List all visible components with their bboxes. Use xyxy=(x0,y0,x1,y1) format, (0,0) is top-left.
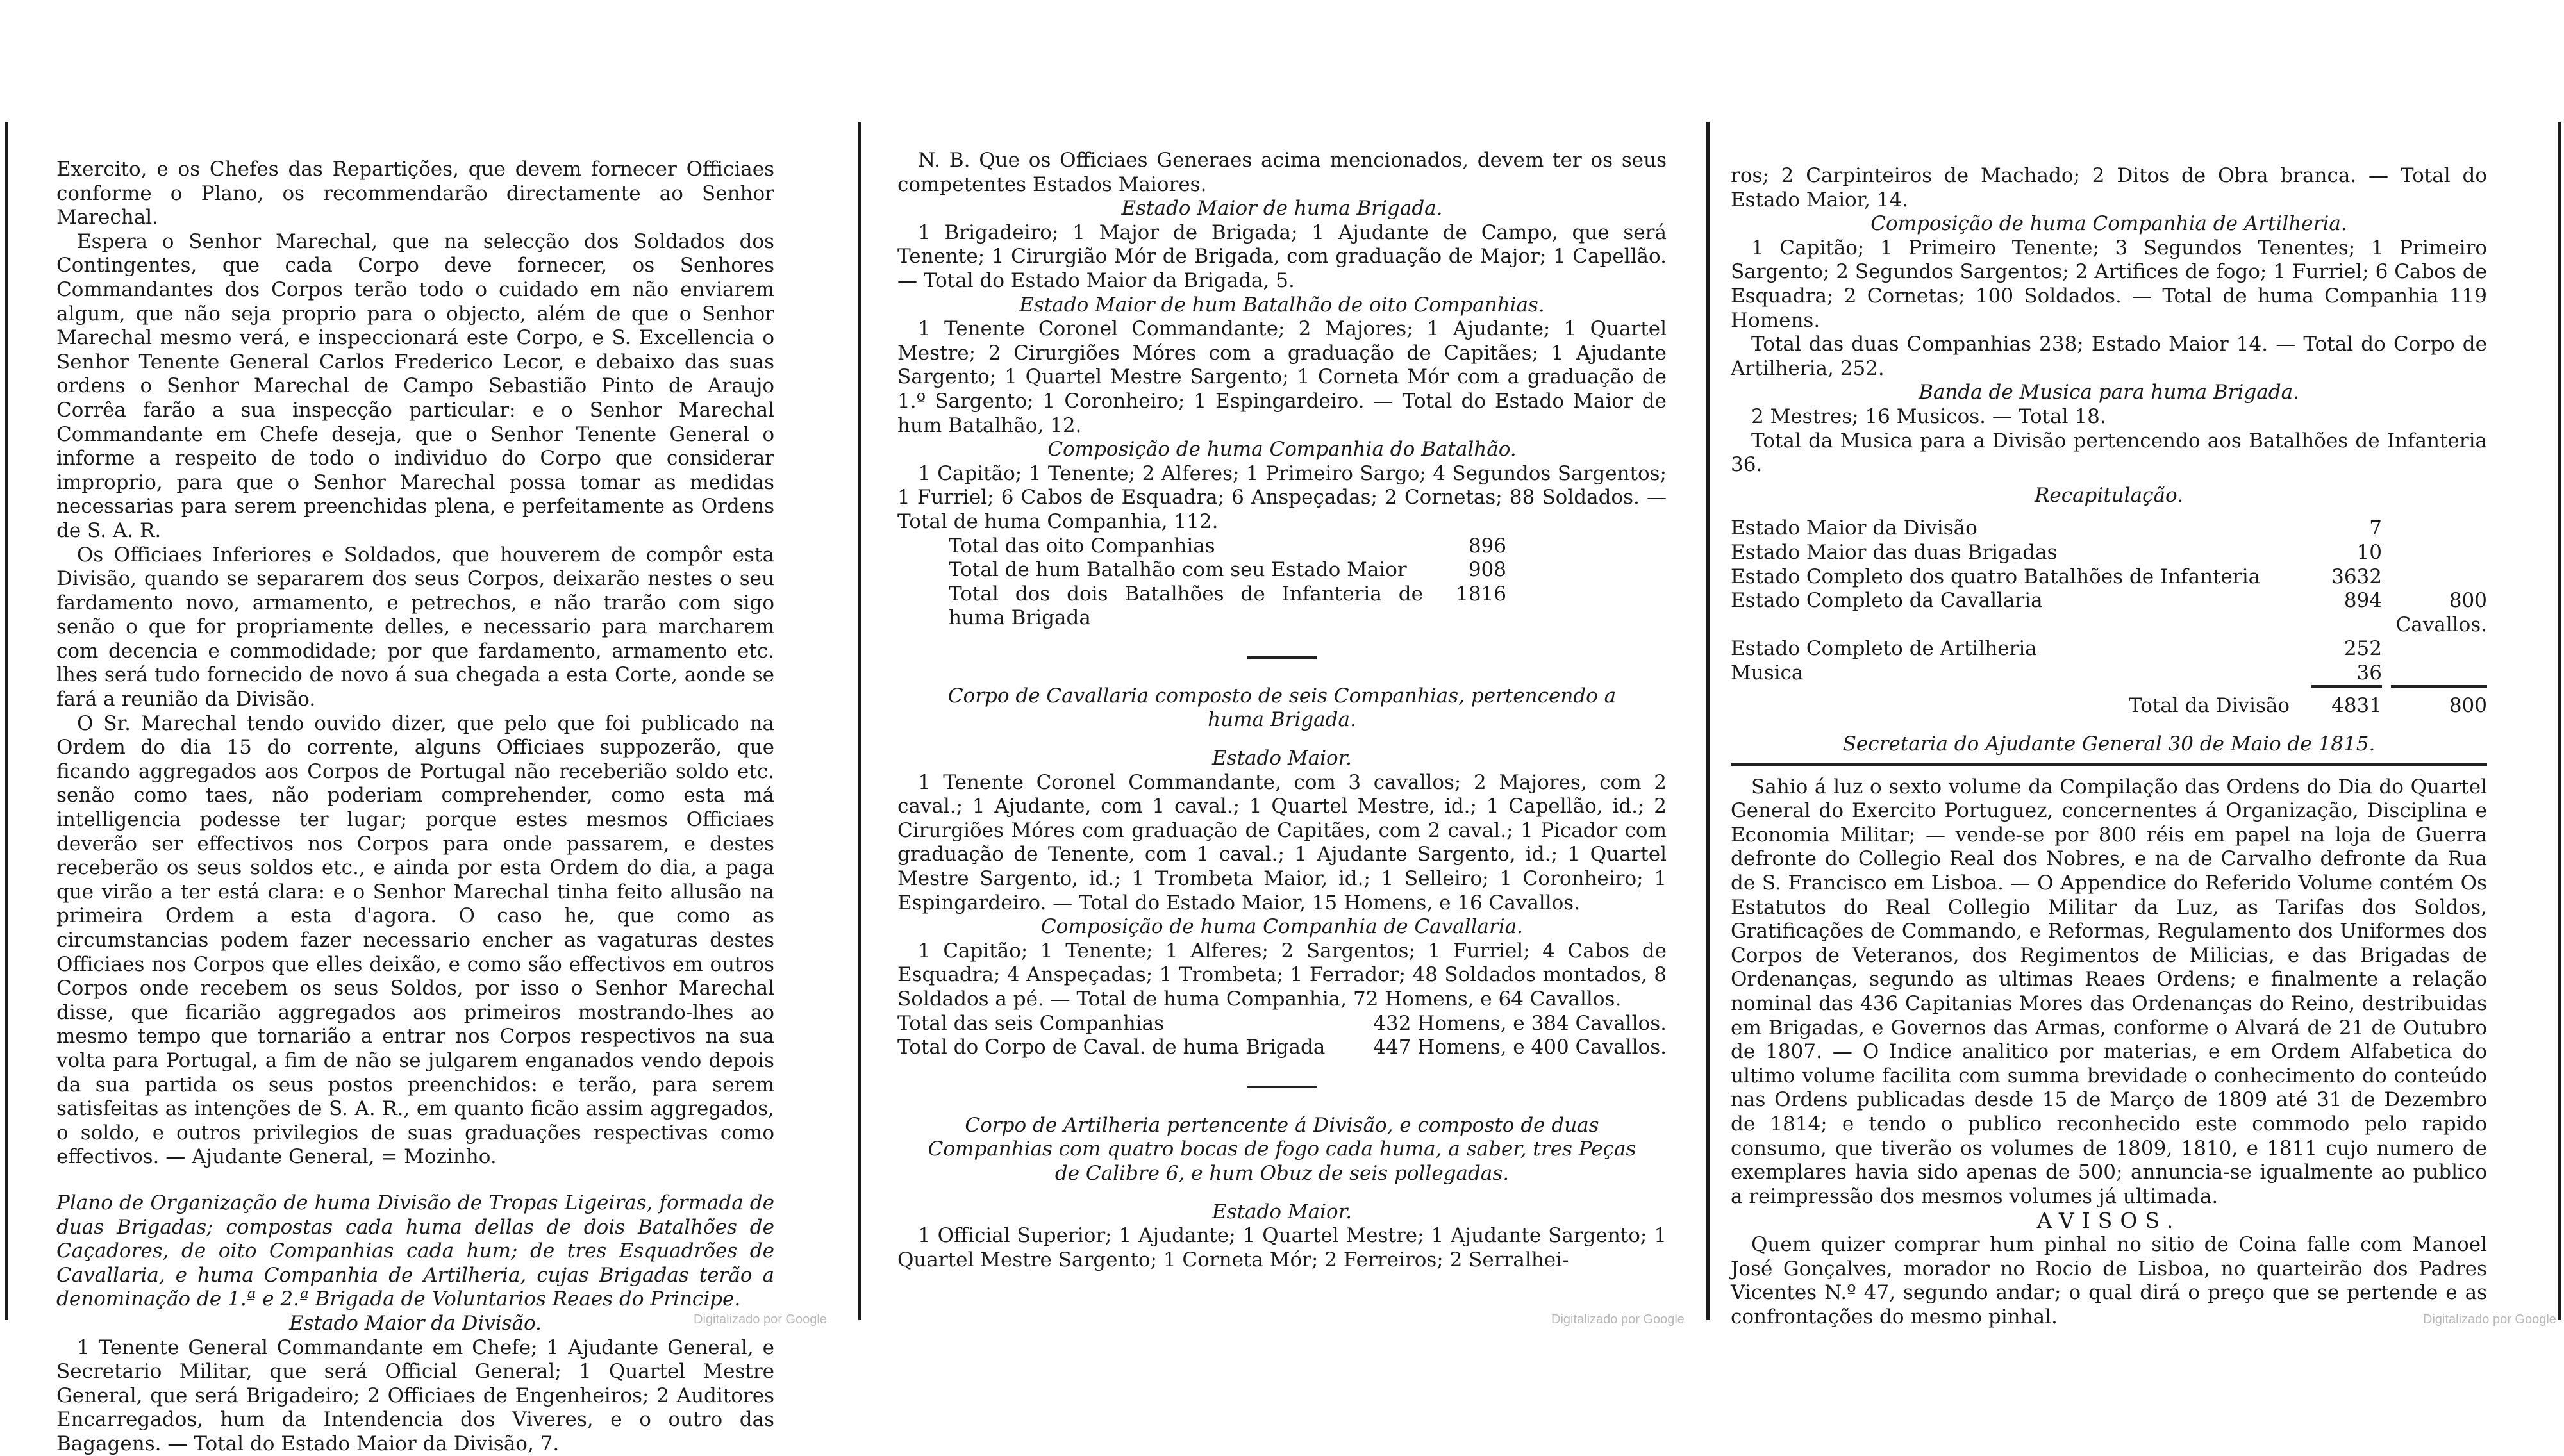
section-heading: Estado Maior de hum Batalhão de oito Companhias. xyxy=(897,294,1667,318)
watermark: Digitalizado por Google xyxy=(1551,1312,1685,1327)
separator-rule xyxy=(1731,763,2487,766)
paragraph: O Sr. Marechal tendo ouvido dizer, que pelo que foi publicado na Ordem do dia 15 do corrente, alguns Officiaes suppozerão, que ficando aggregados aos Corpos de Portugal não receberião soldo etc. senão como taes, não poderiam comprehender, como esta má intelligencia podesse ter lugar; porque estes mesmos Officiaes deverão ser effectivos nos Corpos para onde passarem, e destes receberão os seus soldos etc., e ainda por esta Ordem do dia, a paga que virão a ter está clara: e o Senhor Marechal tinha feito allusão na primeira Ordem a esta d'agora. O caso he, que como as circumstancias podem fazer necessario encher as vagaturas destes Officiaes nos Corpos que elles deixão, e como são effectivos em outros Corpos onde recebem os seus Soldos, por isso o Senhor Marechal disse, que ficarião aggregados aos primeiros mostrando-lhes ao mesmo tempo que tornarião a entrar nos Corpos respectivos na sua volta para Portugal, a fim de não se julgarem enganados vendo depois da sua partida os seus postos preenchidos: e terão, para serem satisfeitas as intenções de S. A. R., em quanto ficão assim aggregados, o soldo, e outros privilegios de suas graduações respectivas como effectivos. — Ajudante General, = Mozinho. xyxy=(56,712,774,1170)
paragraph: ros; 2 Carpinteiros de Machado; 2 Ditos de Obra branca. — Total do Estado Maior, 14. xyxy=(1731,164,2487,212)
total-row: Total das oito Companhias 896 xyxy=(897,534,1667,559)
section-heading: Composição de huma Companhia de Artilheria. xyxy=(1731,212,2487,236)
paragraph: 1 Tenente Coronel Commandante; 2 Majores; 1 Ajudante; 1 Quartel Mestre; 2 Cirurgiões Móres com a graduação de Capitães; 1 Ajudante Sargento; 1 Quartel Mestre Sargento; 1 Corneta Mór com a graduação de 1.º Sargento; 1 Coronheiro; 1 Espingardeiro. — Total do Estado Maior de hum Batalhão, 12. xyxy=(897,317,1667,438)
total-row: Total das seis Companhias 432 Homens, e 384 Cavallos. xyxy=(897,1012,1667,1036)
divider-1 xyxy=(858,122,861,1320)
paragraph: 1 Capitão; 1 Tenente; 1 Alferes; 2 Sargentos; 1 Furriel; 4 Cabos de Esquadra; 4 Anspeçadas; 1 Trombeta; 1 Ferrador; 48 Soldados montados, 8 Soldados a pé. — Total de huma Companhia, 72 Homens, e 64 Cavallos. xyxy=(897,939,1667,1012)
avisos-heading: AVISOS. xyxy=(1731,1209,2487,1233)
column-3 xyxy=(1731,164,2487,1329)
paragraph: 2 Mestres; 16 Musicos. — Total 18. xyxy=(1731,405,2487,429)
paragraph: Total da Musica para a Divisão pertencendo aos Batalhões de Infanteria 36. xyxy=(1731,429,2487,477)
column-1 xyxy=(56,158,774,1456)
paragraph: 1 Capitão; 1 Tenente; 2 Alferes; 1 Primeiro Sargo; 4 Segundos Sargentos; 1 Furriel; 6 Cabos de Esquadra; 6 Anspeçadas; 2 Cornetas; 88 Soldados. — Total de huma Companhia, 112. xyxy=(897,462,1667,534)
section-heading: Banda de Musica para huma Brigada. xyxy=(1731,381,2487,405)
watermark: Digitalizado por Google xyxy=(694,1312,827,1327)
recap-total-cav: 800 xyxy=(2391,685,2487,718)
watermark: Digitalizado por Google xyxy=(2423,1312,2556,1327)
paragraph: Quem quizer comprar hum pinhal no sitio de Coina falle com Manoel José Gonçalves, morador no Rocio de Lisboa, no quarteirão dos Padres Vicentes N.º 47, segundo andar; o qual dirá o preço que se pertende e as confrontações do mesmo pinhal. xyxy=(1731,1233,2487,1329)
separator-rule xyxy=(1247,656,1317,659)
recap-total-label: Total da Divisão xyxy=(1731,685,2302,718)
signature: Secretaria do Ajudante General 30 de Maio de 1815. xyxy=(1731,732,2487,757)
paragraph: Exercito, e os Chefes das Repartições, que devem fornecer Officiaes conforme o Plano, os recommendarão directamente ao Senhor Marechal. xyxy=(56,158,774,230)
total-row: Total dos dois Batalhões de Infanteria de huma Brigada 1816 xyxy=(897,583,1667,631)
paragraph: Os Officiaes Inferiores e Soldados, que houverem de compôr esta Divisão, quando se separarem dos seus Corpos, deixarão nestes o seu fardamento novo, armamento, e petrechos, e não trarão com sigo senão o que for propriamente delles, e necessario para marcharem com decencia e commodidade; por que fardamento, armamento etc. lhes será tudo fornecido de novo á sua chegada a esta Corte, aonde se fará a reunião da Divisão. xyxy=(56,543,774,712)
recap-heading: Recapitulação. xyxy=(1731,484,2487,508)
plano-heading: Plano de Organização de huma Divisão de Tropas Ligeiras, formada de duas Brigadas; compostas cada huma dellas de dois Batalhões de Caçadores, de oito Companhias cada hum; de tres Esquadrões de Cavallaria, e huma Companhia de Artilheria, cujas Brigadas terão a denominação de 1.ª e 2.ª Brigada de Voluntarios Reaes do Principe. xyxy=(56,1191,774,1312)
divider-2 xyxy=(1706,122,1710,1320)
paragraph: 1 Capitão; 1 Primeiro Tenente; 3 Segundos Tenentes; 1 Primeiro Sargento; 2 Segundos Sargentos; 2 Artifices de fogo; 1 Furriel; 6 Cabos de Esquadra; 2 Cornetas; 100 Soldados. — Total de huma Companhia 119 Homens. xyxy=(1731,236,2487,333)
nb-note: N. B. Que os Officiaes Generaes acima mencionados, devem ter os seus competentes Estados Maiores. xyxy=(897,149,1667,197)
section-heading: Estado Maior da Divisão. xyxy=(56,1312,774,1336)
artillery-heading: Corpo de Artilheria pertencente á Divisão, e composto de duas Companhias com quatro bocas de fogo cada huma, a saber, tres Peças de Calibre 6, e hum Obuz de seis pollegadas. xyxy=(897,1114,1667,1186)
section-heading: Estado Maior. xyxy=(897,1200,1667,1225)
cavalry-heading: Corpo de Cavallaria composto de seis Companhias, pertencendo a huma Brigada. xyxy=(897,684,1667,732)
divider-left xyxy=(5,122,8,1320)
paragraph: 1 Tenente Coronel Commandante, com 3 cavallos; 2 Majores, com 2 caval.; 1 Ajudante, com 1 caval.; 1 Quartel Mestre, id.; 1 Capellão, id.; 2 Cirurgiões Móres com graduação de Capitães, com 2 caval.; 1 Picador com graduação de Tenente, com 1 caval.; 1 Ajudante Sargento, id.; 1 Quartel Mestre Sargento, id.; 1 Trombeta Maior, id.; 1 Selleiro; 1 Coronheiro; 1 Espingardeiro. — Total do Estado Maior, 15 Homens, e 16 Cavallos. xyxy=(897,771,1667,916)
paragraph: Sahio á luz o sexto volume da Compilação das Ordens do Dia do Quartel General do Exercito Portuguez, concernentes á Organização, Disciplina e Economia Militar; — vende-se por 800 réis em papel na loja de Guerra defronte do Collegio Real dos Nobres, e na de Carvalho defronte da Rua de S. Francisco em Lisboa. — O Appendice do Referido Volume contém Os Estatutos do Real Collegio Militar da Luz, as Tarifas dos Soldos, Gratificações de Commando, e Reformas, Regulamento dos Uniformes dos Corpos de Veteranos, dos Regimentos de Milicias, e das Brigadas de Ordenanças, segundo as ultimas Reaes Ordens; e finalmente a relação nominal das 436 Capitanias Mores das Ordenanças do Reino, destribuidas em Brigadas, e Governos das Armas, conforme o Alvará de 21 de Outubro de 1807. — O Indice analitico por materias, e em Ordem Alfabetica do ultimo volume facilita com summa brevidade o conhecimento do conteúdo nas Ordens publicadas desde 15 de Março de 1809 até 31 de Dezembro de 1814; e tendo o publico reconhecido este commodo pelo rapido consumo, que tiverão os volumes de 1809, 1810, e 1811 cujo numero de exemplares havia sido apenas de 500; annuncia-se igualmente ao publico a reimpressão dos mesmos volumes já ultimada. xyxy=(1731,775,2487,1209)
paragraph: 1 Official Superior; 1 Ajudante; 1 Quartel Mestre; 1 Ajudante Sargento; 1 Quartel Mestre Sargento; 1 Corneta Mór; 2 Ferreiros; 2 Serralhei- xyxy=(897,1224,1667,1272)
section-heading: Composição de huma Companhia do Batalhão. xyxy=(897,438,1667,462)
section-heading: Composição de huma Companhia de Cavallaria. xyxy=(897,915,1667,939)
section-heading: Estado Maior. xyxy=(897,747,1667,771)
column-2 xyxy=(897,149,1667,1272)
paragraph: Total das duas Companhias 238; Estado Maior 14. — Total do Corpo de Artilheria, 252. xyxy=(1731,333,2487,381)
recap-table: Estado Maior da Divisão 7 Estado Maior das duas Brigadas 10 Estado Completo dos quatro Batalhões de Infanteria 3632 Estado Completo da Cavallaria 894 800 Cavallos. Estado Completo de Artilheria 252 Musica 36 Total da Divisão 4831 800 xyxy=(1731,517,2487,718)
divider-right xyxy=(2558,122,2561,1320)
total-row: Total do Corpo de Caval. de huma Brigada 447 Homens, e 400 Cavallos. xyxy=(897,1036,1667,1060)
recap-total-value: 4831 xyxy=(2311,685,2382,718)
total-row: Total de hum Batalhão com seu Estado Maior 908 xyxy=(897,558,1667,583)
section-heading: Estado Maior de huma Brigada. xyxy=(897,197,1667,221)
paragraph: Espera o Senhor Marechal, que na selecção dos Soldados dos Contingentes, que cada Corpo deve fornecer, os Senhores Commandantes dos Corpos terão todo o cuidado em não enviarem algum, que não seja proprio para o objecto, além de que o Senhor Marechal mesmo verá, e inspeccionará este Corpo, e S. Excellencia o Senhor Tenente General Carlos Frederico Lecor, e debaixo das suas ordens o Senhor Marechal de Campo Sebastião Pinto de Araujo Corrêa farão a sua inspecção particular: e o Senhor Marechal Commandante em Chefe deseja, que o Senhor Tenente General o informe a respeito de todo o individuo do Corpo que considerar improprio, para que o Senhor Marechal possa tomar as medidas necessarias para serem preenchidas plena, e perfeitamente as Ordens de S. A. R. xyxy=(56,230,774,543)
paragraph: 1 Brigadeiro; 1 Major de Brigada; 1 Ajudante de Campo, que será Tenente; 1 Cirurgião Mór de Brigada, com graduação de Major; 1 Capellão. — Total do Estado Maior da Brigada, 5. xyxy=(897,221,1667,294)
paragraph: 1 Tenente General Commandante em Chefe; 1 Ajudante General, e Secretario Militar, que será Official General; 1 Quartel Mestre General, que será Brigadeiro; 2 Officiaes de Engenheiros; 2 Auditores Encarregados, hum da Intendencia dos Viveres, e o outro das Bagagens. — Total do Estado Maior da Divisão, 7. xyxy=(56,1336,774,1456)
separator-rule xyxy=(1247,1086,1317,1088)
